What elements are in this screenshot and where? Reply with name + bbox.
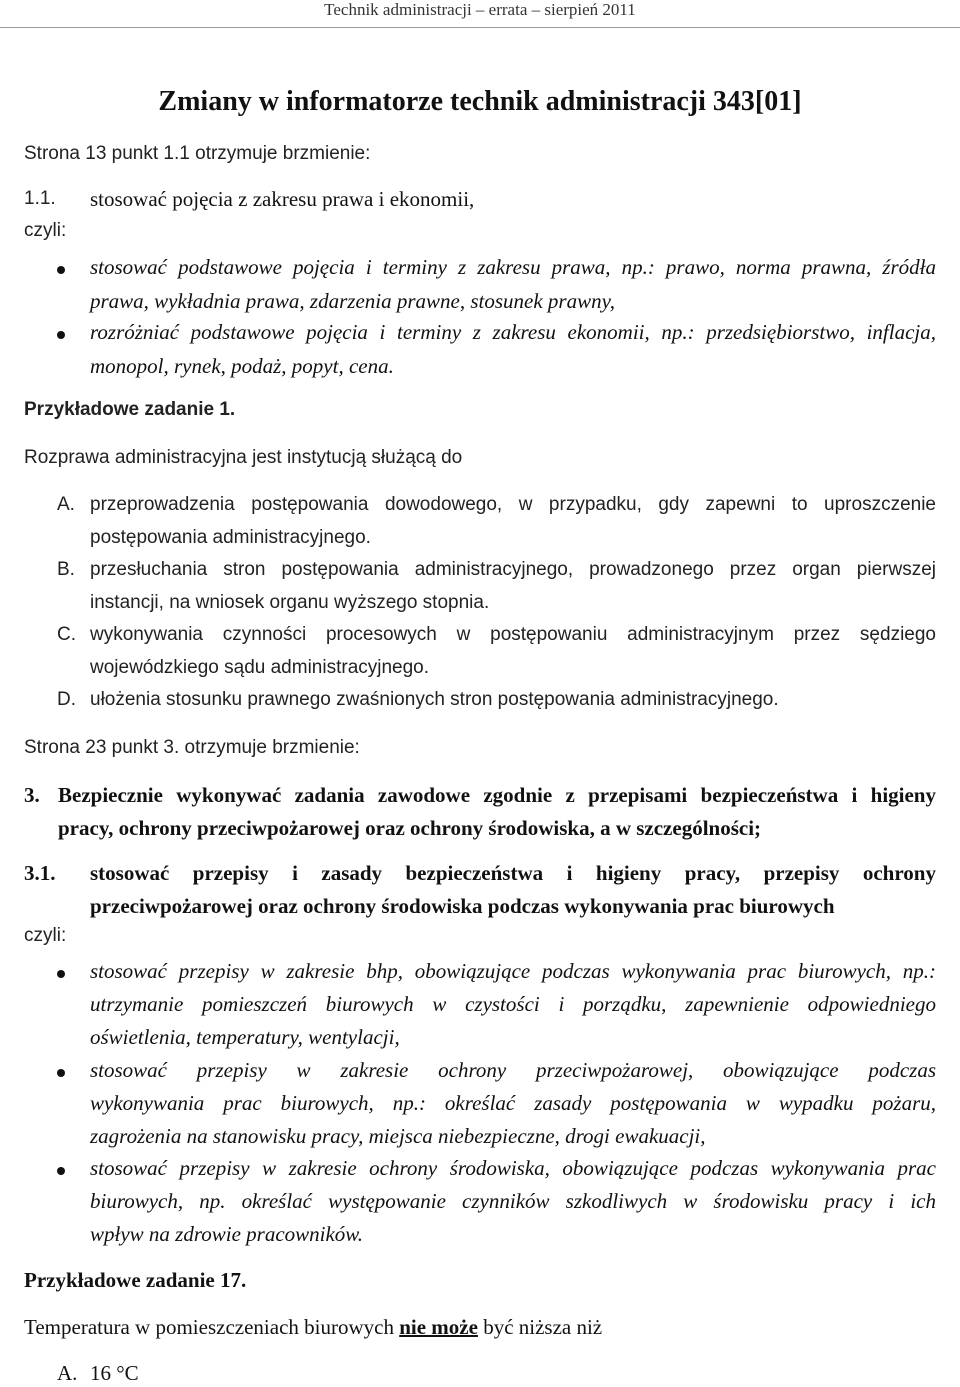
item-number-3-1: 3.1.	[24, 861, 56, 885]
answer-letter-c: C.	[57, 624, 76, 645]
answer-d-line1: ułożenia stosunku prawnego zwaśnionych stron postępowania administracyjnego.	[90, 689, 779, 710]
env-bullet-line3: wpływ na zdrowie pracowników.	[90, 1222, 363, 1246]
item-3-1-line2: przeciwpożarowej oraz ochrony środowiska podczas wykonywania prac biurowych	[90, 894, 835, 918]
task-1-question: Rozprawa administracyjna jest instytucją służącą do	[24, 447, 463, 468]
answer-a-line2: postępowania administracyjnego.	[90, 527, 371, 548]
answer-c-line2: wojewódzkiego sądu administracyjnego.	[90, 657, 430, 678]
answer-b-line2: instancji, na wniosek organu wyższego stopnia.	[90, 592, 490, 613]
bullet-icon	[57, 1069, 65, 1077]
item-3-line2: pracy, ochrony przeciwpożarowej oraz ochrony środowiska, a w szczególności;	[58, 816, 762, 840]
item-number-3: 3.	[24, 783, 40, 807]
running-header: Technik administracji – errata – sierpień 2011	[324, 0, 636, 19]
fire-bullet-line3: zagrożenia na stanowisku pracy, miejsca niebezpieczne, drogi ewakuacji,	[90, 1124, 706, 1148]
bullet-icon	[57, 1167, 65, 1175]
bullet-icon	[57, 970, 65, 978]
bhp-bullet-line1: stosować przepisy w zakresie bhp, obowiązujące podczas wykonywania prac biurowych, np.:	[90, 959, 936, 983]
question-emphasis: nie może	[399, 1315, 478, 1339]
env-bullet-line2: biurowych, np. określać występowanie czynników szkodliwych w środowisku pracy i ich	[90, 1189, 936, 1213]
question-text-start: Temperatura w pomieszczeniach biurowych	[24, 1315, 394, 1339]
question-text-end: być niższa niż	[483, 1315, 603, 1339]
item-1-1-text: stosować pojęcia z zakresu prawa i ekonomii,	[90, 187, 475, 211]
task-17-answer-letter: A.	[57, 1361, 78, 1385]
bullet-2-line2: monopol, rynek, podaż, popyt, cena.	[90, 354, 394, 378]
task-17-title: Przykładowe zadanie 17.	[24, 1268, 247, 1292]
bullet-1-line1: stosować podstawowe pojęcia i terminy z zakresu prawa, np.: prawo, norma prawna, źródła	[90, 255, 936, 279]
answer-letter-b: B.	[57, 559, 75, 580]
item-number-1-1: 1.1.	[24, 188, 56, 209]
item-3-line1: Bezpiecznie wykonywać zadania zawodowe zgodnie z przepisami bezpieczeństwa i higieny	[58, 783, 936, 807]
bullet-icon	[57, 266, 65, 274]
fire-bullet-line2: wykonywania prac biurowych, np.: określać zasady postępowania w wypadku pożaru,	[90, 1091, 936, 1115]
answer-b-line1: przesłuchania stron postępowania administracyjnego, prowadzonego przez organ pierwszej	[90, 559, 936, 580]
page-title: Zmiany w informatorze technik administracji 343[01]	[158, 86, 802, 117]
bhp-bullet-line3: oświetlenia, temperatury, wentylacji,	[90, 1025, 400, 1049]
header-divider	[0, 27, 960, 28]
bullet-icon	[57, 331, 65, 339]
czyli-label-2: czyli:	[24, 925, 67, 946]
section1-intro: Strona 13 punkt 1.1 otrzymuje brzmienie:	[24, 143, 371, 164]
answer-letter-d: D.	[57, 689, 76, 710]
bhp-bullet-line2: utrzymanie pomieszczeń biurowych w czystości i porządku, zapewnienie odpowiedniego	[90, 992, 936, 1016]
task-17-answer-value: 16 °C	[90, 1361, 139, 1385]
task-1-title: Przykładowe zadanie 1.	[24, 399, 236, 420]
bullet-2-line1: rozróżniać podstawowe pojęcia i terminy z zakresu ekonomii, np.: przedsiębiorstwo, inflacja,	[90, 320, 936, 344]
czyli-label-1: czyli:	[24, 220, 67, 241]
fire-bullet-line1: stosować przepisy w zakresie ochrony przeciwpożarowej, obowiązujące podczas	[90, 1058, 936, 1082]
section2-intro: Strona 23 punkt 3. otrzymuje brzmienie:	[24, 737, 360, 758]
answer-a-line1: przeprowadzenia postępowania dowodowego, w przypadku, gdy zapewni to uproszczenie	[90, 494, 936, 515]
answer-c-line1: wykonywania czynności procesowych w postępowaniu administracyjnym przez sędziego	[90, 624, 936, 645]
env-bullet-line1: stosować przepisy w zakresie ochrony środowiska, obowiązujące podczas wykonywania prac	[90, 1156, 936, 1180]
task-17-question	[24, 1313, 602, 1341]
item-3-1-line1: stosować przepisy i zasady bezpieczeństwa i higieny pracy, przepisy ochrony	[90, 861, 936, 885]
bullet-1-line2: prawa, wykładnia prawa, zdarzenia prawne, stosunek prawny,	[90, 289, 616, 313]
answer-letter-a: A.	[57, 494, 75, 515]
